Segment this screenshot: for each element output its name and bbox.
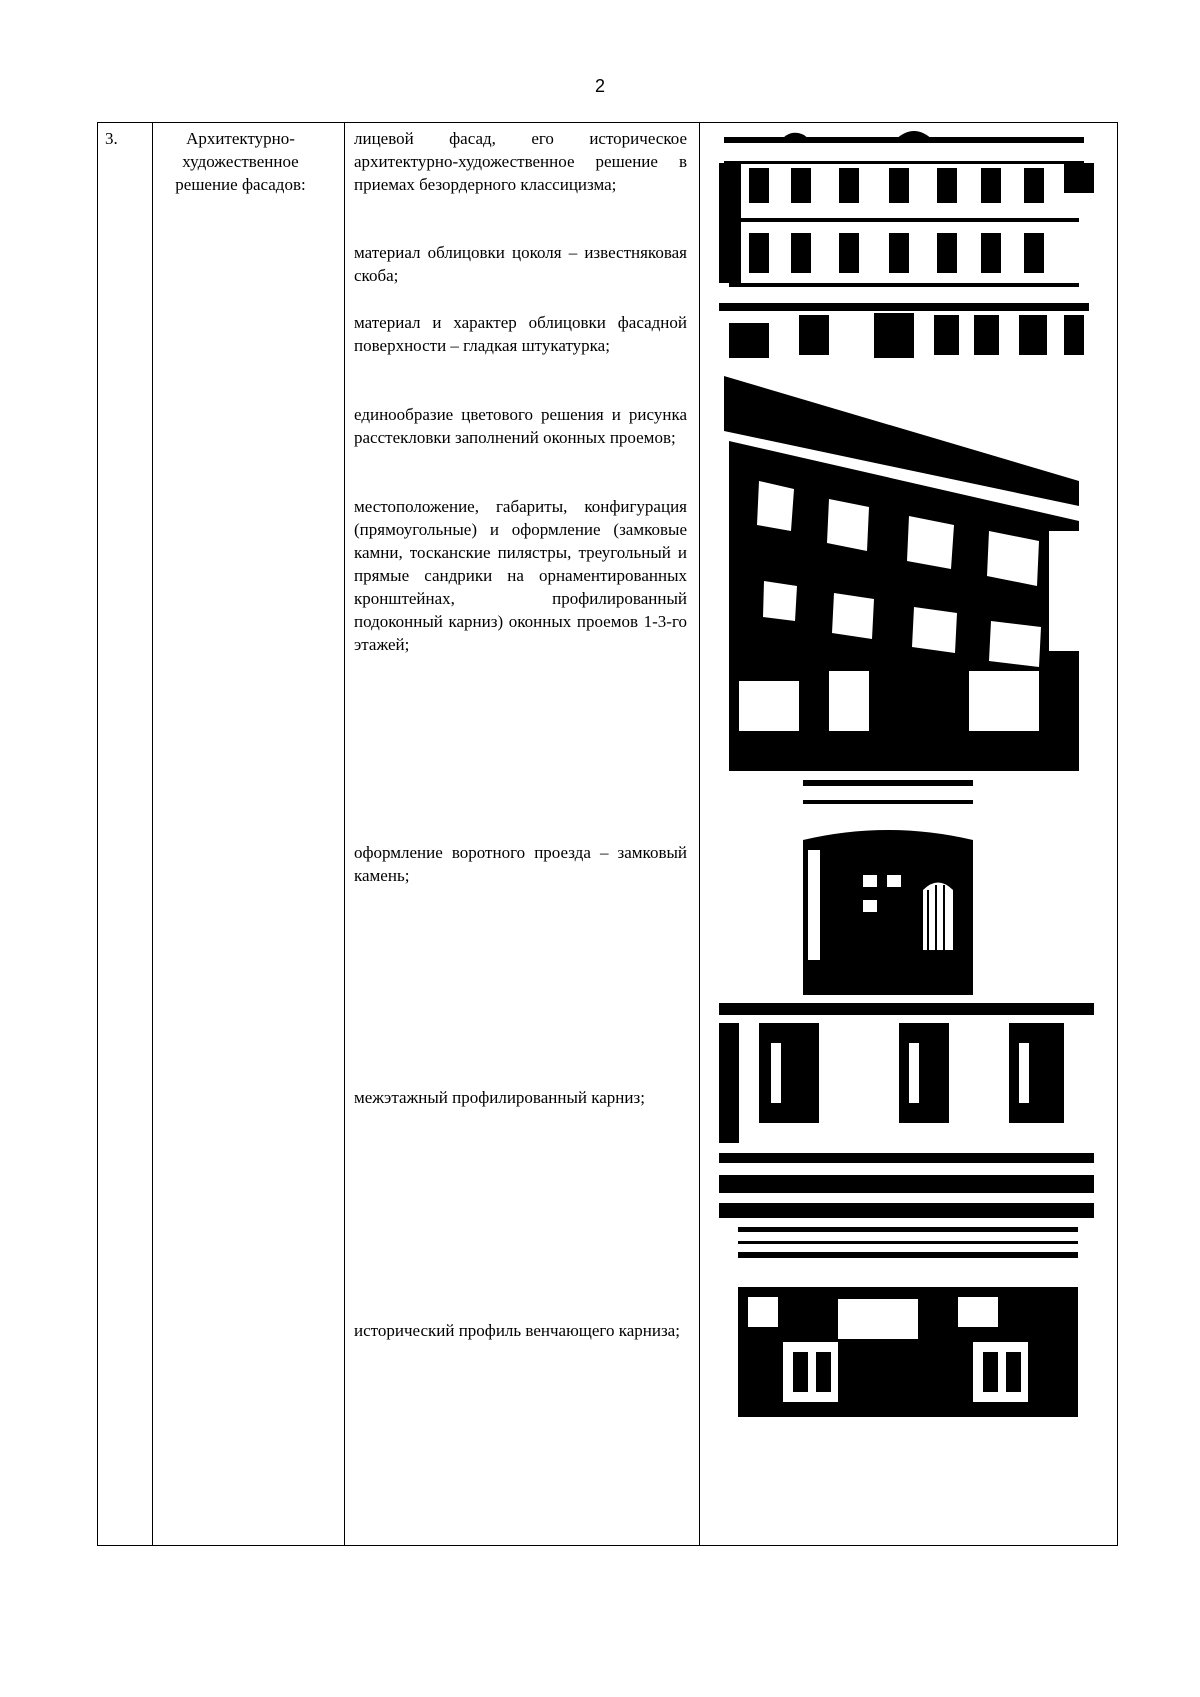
row-number: 3.	[105, 129, 118, 148]
item-text: единообразие цветового решения и рисунка расстекловки заполнений оконных проемов;	[354, 405, 687, 447]
gate-passage-photo	[803, 780, 973, 995]
column-divider	[344, 123, 345, 1545]
item-text: оформление воротного проезда – замковый камень;	[354, 843, 687, 885]
row-title: Архитектурно-художественное решение фасадов:	[175, 129, 306, 194]
item-text: исторический профиль венчающего карниза;	[354, 1321, 680, 1340]
column-divider	[152, 123, 153, 1545]
item-text: материал облицовки цоколя – известняковая скоба;	[354, 243, 687, 285]
item-text: межэтажный профилированный карниз;	[354, 1088, 645, 1107]
facade-photo	[719, 123, 1094, 361]
item-text: местоположение, габариты, конфигурация (прямоугольные) и оформление (замковые камни, тосканские пилястры, треугольный и прямые сандрики на орнаментированных кронштейнах, профилированный подоконный карниз) оконных проемов 1-3-го этажей;	[354, 497, 687, 654]
column-divider	[699, 123, 700, 1545]
item-text: материал и характер облицовки фасадной поверхности – гладкая штукатурка;	[354, 313, 687, 355]
crowning-cornice-photo	[738, 1227, 1078, 1417]
facade-angle-photo	[719, 371, 1094, 771]
heritage-table	[97, 122, 1118, 1546]
item-text: лицевой фасад, его историческое архитектурно-художественное решение в приемах безордерного классицизма;	[354, 129, 687, 194]
cornice-photo	[719, 1003, 1094, 1218]
page-number: 2	[594, 76, 605, 96]
